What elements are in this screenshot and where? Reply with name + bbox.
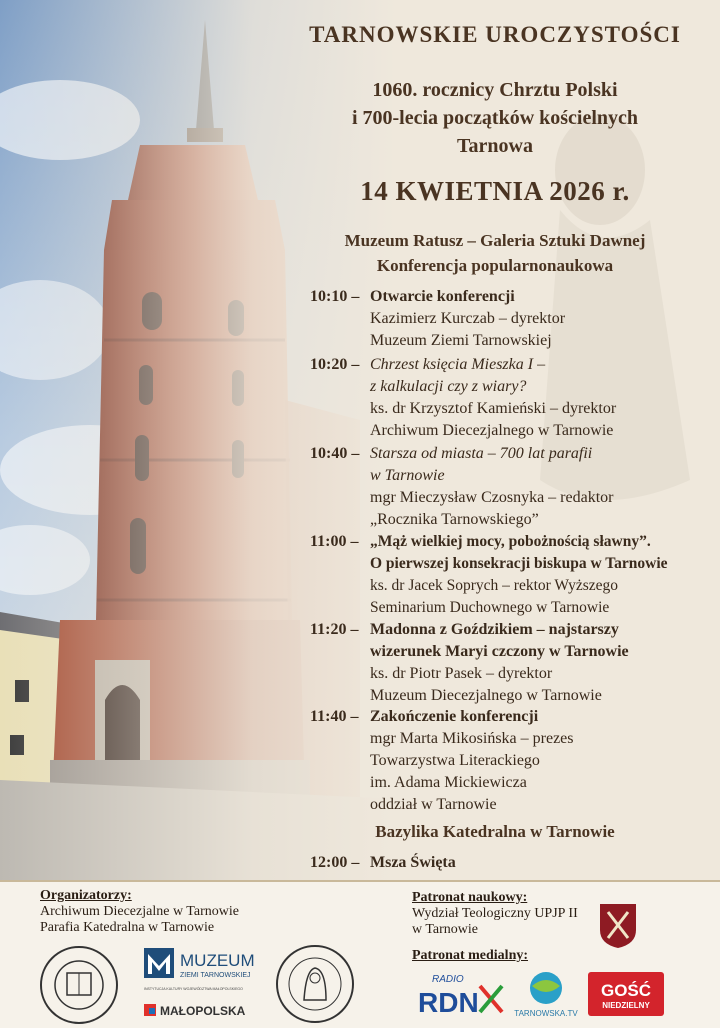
media-label: Patronat medialny: [412,948,529,963]
program-time: 11:00 – [310,533,359,550]
program-speaker: „Rocznika Tarnowskiego” [370,511,539,528]
mass-item [310,852,710,876]
science-patron-block [412,890,578,938]
program-title: Chrzest księcia Mieszka I – [370,356,546,373]
organizer: Parafia Katedralna w Tarnowie [40,920,215,935]
subtitle [270,76,720,160]
program-speaker: Archiwum Diecezjalnego w Tarnowie [370,422,614,439]
organizer: Archiwum Diecezjalne w Tarnowie [40,904,239,919]
subtitle-line: 1060. rocznicy Chrztu Polski [372,79,618,101]
program-title: Starsza od miasta – 700 lat parafii [370,445,593,462]
main-title: TARNOWSKIE UROCZYSTOŚCI [309,22,681,47]
gosc-logo-text: GOŚĆ [600,981,652,1000]
program-speaker: ks. dr Jacek Soprych – rektor Wyższego [370,577,618,594]
program-speaker: Towarzystwa Literackiego [370,752,540,769]
gosc-niedzielny-logo [588,972,664,1016]
event-date: 14 KWIETNIA 2026 r. [360,176,630,206]
science-patron: Wydział Teologiczny UPJP II [412,906,578,921]
program-title: O pierwszej konsekracji biskupa w Tarnowie [370,555,668,572]
radio-rdn-logo [412,968,512,1024]
mass-venue: Bazylika Katedralna w Tarnowie [375,822,615,841]
program-time: 11:40 – [310,708,359,725]
program-speaker: Muzeum Ziemi Tarnowskiej [370,332,552,349]
subtitle-line: Tarnowa [457,135,533,157]
venue-block [270,228,720,278]
archiwum-seal-logo [38,944,120,1026]
muzeum-logo-sub: ZIEMI TARNOWSKIEJ [180,972,251,979]
program-speaker: ks. dr Piotr Pasek – dyrektor [370,665,553,682]
gosc-logo-sub: NIEDZIELNY [602,1001,650,1010]
radio-logo-main: RDN [418,987,479,1018]
radio-logo-top: RADIO [432,974,464,985]
program-time: 11:20 – [310,621,359,638]
program-title: Zakończenie konferencji [370,708,539,725]
mass-title: Msza Święta [370,854,456,871]
program-title: w Tarnowie [370,467,445,484]
muzeum-logo-small: INSTYTUCJA KULTURY WOJEWÓDZTWA MAŁOPOLSKIEGO [144,987,243,991]
malopolska-logo-text: MAŁOPOLSKA [160,1004,246,1018]
venue-name: Muzeum Ratusz – Galeria Sztuki Dawnej [344,231,646,250]
program-title: Otwarcie konferencji [370,288,515,305]
wydzial-crest-logo [598,902,638,950]
muzeum-logo [140,944,260,1024]
program-speaker: Seminarium Duchownego w Tarnowie [370,599,610,616]
media-patron-label [412,948,528,964]
program-speaker: ks. dr Krzysztof Kamieński – dyrektor [370,400,617,417]
program-title: wizerunek Maryi czczony w Tarnowie [370,643,629,660]
mass-time: 12:00 – [310,854,360,871]
program-time: 10:20 – [310,356,360,373]
program-title: Madonna z Goździkiem – najstarszy [370,621,619,638]
program-time: 10:10 – [310,288,360,305]
science-label: Patronat naukowy: [412,890,528,905]
program-speaker: mgr Marta Mikosińska – prezes [370,730,574,747]
event-type: Konferencja popularnonaukowa [376,256,614,275]
program-title: „Mąż wielkiej mocy, pobożnością sławny”. [370,533,651,550]
tarnowska-tv-logo [512,968,580,1024]
muzeum-logo-text: MUZEUM [180,951,255,970]
organizers-block [40,888,239,936]
program-speaker: im. Adama Mickiewicza [370,774,527,791]
program-speaker: mgr Mieczysław Czosnyka – redaktor [370,489,614,506]
organizers-label: Organizatorzy: [40,888,132,903]
program-list [310,286,710,816]
program-speaker: Muzeum Diecezjalnego w Tarnowie [370,687,602,704]
seminarium-seal-logo [272,942,358,1026]
program-time: 10:40 – [310,445,360,462]
program-speaker: Kazimierz Kurczab – dyrektor [370,310,566,327]
science-patron: w Tarnowie [412,922,479,937]
program-title: z kalkulacji czy z wiary? [370,378,527,395]
tarnowska-logo-text: TARNOWSKA.TV [514,1009,578,1018]
footer [0,880,720,1028]
subtitle-line: i 700-lecia początków kościelnych [351,107,639,129]
program-speaker: oddział w Tarnowie [370,796,497,813]
